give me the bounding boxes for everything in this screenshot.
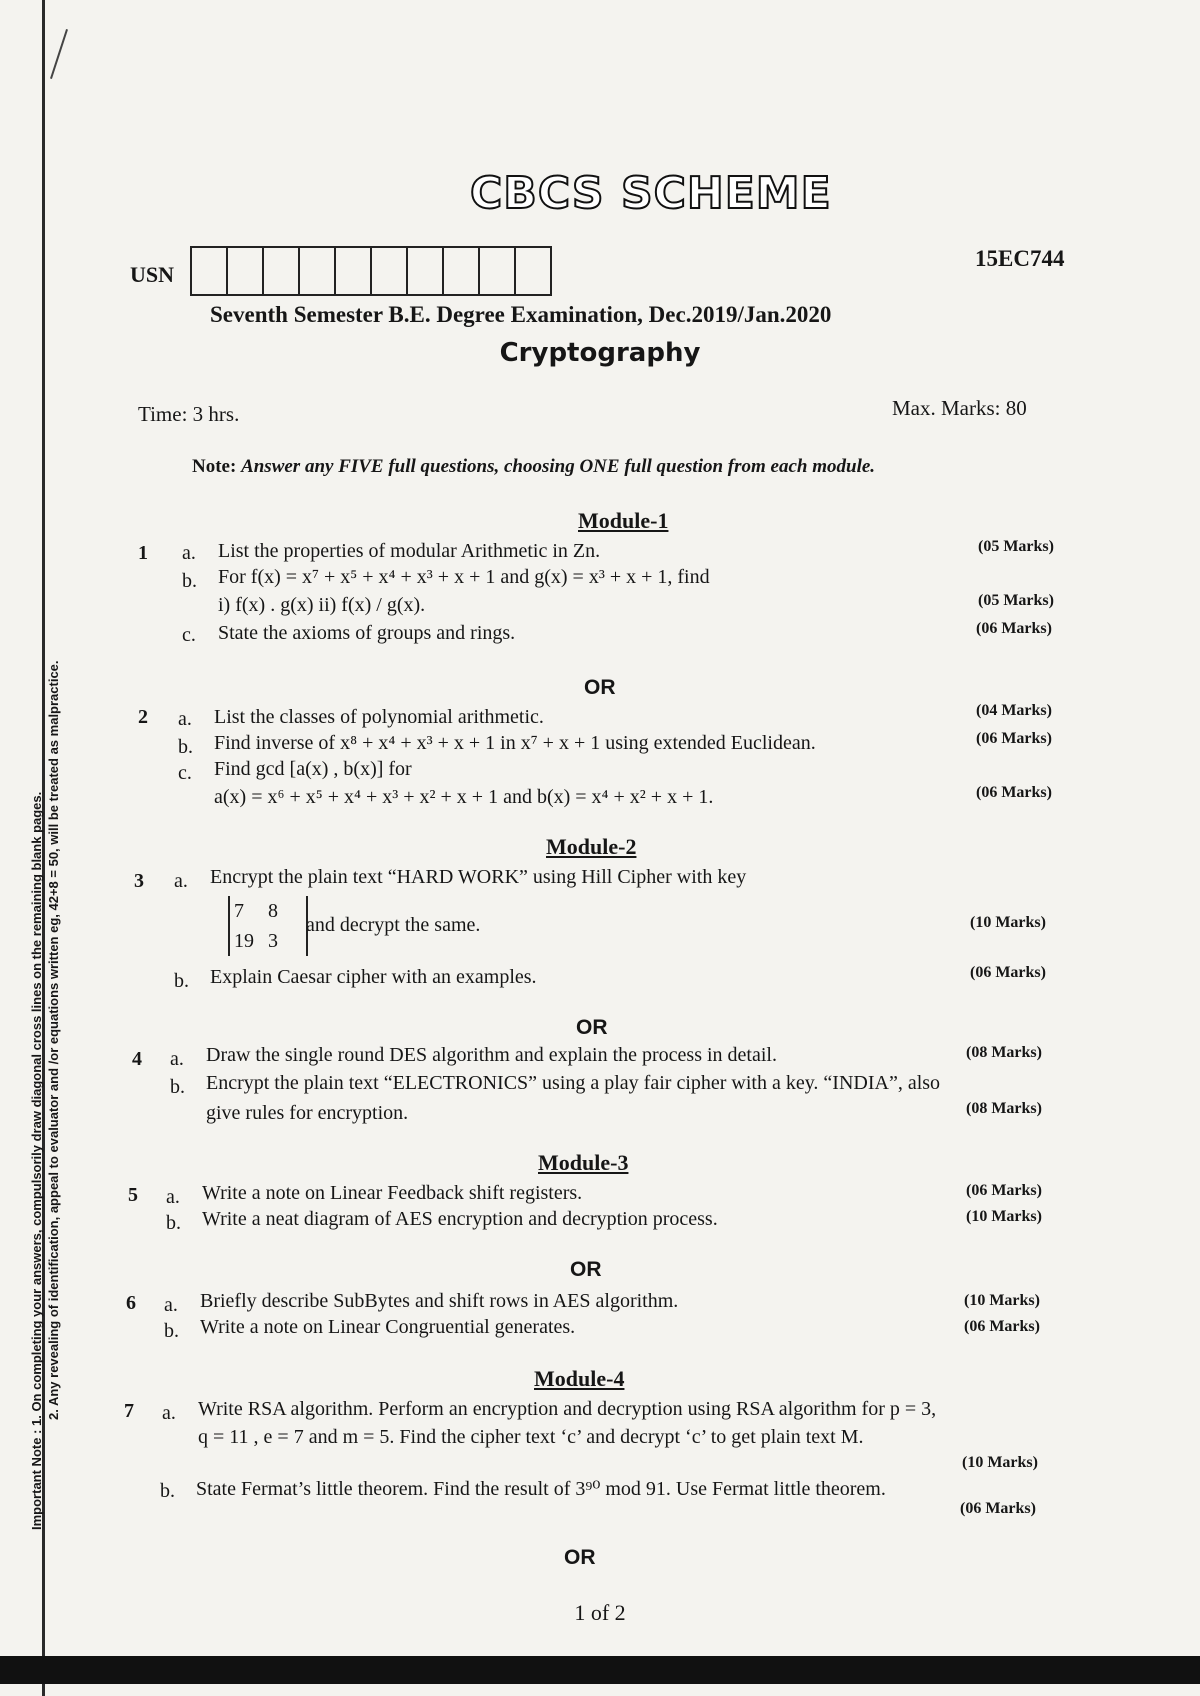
max-marks: Max. Marks: 80 [892, 396, 1027, 420]
page-bottom-edge [0, 1656, 1200, 1684]
or-separator: OR [576, 1016, 608, 1039]
usn-label: USN [130, 262, 175, 287]
page-number: 1 of 2 [574, 1600, 626, 1625]
q6a-marks: (10 Marks) [964, 1292, 1040, 1309]
q5b-marks: (10 Marks) [966, 1208, 1042, 1225]
q5a-marks: (06 Marks) [966, 1182, 1042, 1199]
q7a-text: Write RSA algorithm. Perform an encryption and decryption using RSA algorithm for p = 3, [198, 1398, 937, 1420]
q6b-text: Write a note on Linear Congruential generates. [200, 1316, 576, 1338]
q2c-marks: (06 Marks) [976, 784, 1052, 801]
or-separator: OR [564, 1546, 596, 1569]
pen-mark [50, 29, 68, 79]
question-number: 3 [134, 870, 144, 892]
q2c-text: Find gcd [a(x) , b(x)] for [214, 758, 412, 780]
q7b-marks: (06 Marks) [960, 1500, 1036, 1517]
usn-box [300, 248, 336, 294]
matrix-cell: 8 [268, 900, 278, 922]
part-letter: b. [160, 1480, 175, 1502]
q4b-text-continued: give rules for encryption. [206, 1102, 409, 1124]
q4a-text: Draw the single round DES algorithm and explain the process in detail. [206, 1044, 777, 1066]
side-note-line-1: Important Note : 1. On completing your answers, compulsorily draw diagonal cross lines on the remaining blank pages. [29, 791, 44, 1530]
part-letter: b. [182, 570, 197, 592]
usn-box [516, 248, 550, 294]
question-number: 5 [128, 1184, 138, 1206]
module-1-heading: Module-1 [578, 508, 669, 533]
or-separator: OR [570, 1258, 602, 1281]
q2a-text: List the classes of polynomial arithmetic. [214, 706, 544, 728]
matrix-cell: 3 [268, 930, 278, 952]
q7a-marks: (10 Marks) [962, 1454, 1038, 1471]
q3a-marks: (10 Marks) [970, 914, 1046, 931]
q4a-marks: (08 Marks) [966, 1044, 1042, 1061]
q2a-marks: (04 Marks) [976, 702, 1052, 719]
subject-title: Cryptography [499, 338, 701, 368]
subject-code: 15EC744 [975, 246, 1065, 271]
usn-box [228, 248, 264, 294]
matrix-cell: 19 [234, 930, 254, 952]
q1b-marks: (05 Marks) [978, 592, 1054, 609]
note-text: Answer any FIVE full questions, choosing ONE full question from each module. [241, 456, 876, 477]
part-letter: b. [178, 736, 193, 758]
q2b-text: Find inverse of x⁸ + x⁴ + x³ + x + 1 in x⁷ + x + 1 using extended Euclidean. [214, 732, 816, 754]
module-4-heading: Module-4 [534, 1366, 625, 1391]
q3b-text: Explain Caesar cipher with an examples. [210, 966, 537, 988]
question-number: 4 [132, 1048, 142, 1070]
q4b-marks: (08 Marks) [966, 1100, 1042, 1117]
usn-boxes [190, 246, 552, 296]
usn-box [336, 248, 372, 294]
q3a-text: Encrypt the plain text “HARD WORK” using Hill Cipher with key [210, 866, 747, 888]
hill-cipher-key-matrix [228, 896, 308, 956]
q5b-text: Write a neat diagram of AES encryption and decryption process. [202, 1208, 718, 1230]
usn-box [480, 248, 516, 294]
part-letter: a. [164, 1294, 178, 1316]
part-letter: b. [164, 1320, 179, 1342]
usn-box [264, 248, 300, 294]
time-allowed: Time: 3 hrs. [138, 402, 240, 426]
q3b-marks: (06 Marks) [970, 964, 1046, 981]
q1b-subparts: i) f(x) . g(x) ii) f(x) / g(x). [218, 594, 426, 616]
usn-box [192, 248, 228, 294]
q1b-text: For f(x) = x⁷ + x⁵ + x⁴ + x³ + x + 1 and g(x) = x³ + x + 1, find [218, 566, 710, 588]
q1c-marks: (06 Marks) [976, 620, 1052, 637]
usn-box [372, 248, 408, 294]
q2c-polynomials: a(x) = x⁶ + x⁵ + x⁴ + x³ + x² + x + 1 and b(x) = x⁴ + x² + x + 1. [214, 786, 714, 808]
q1c-text: State the axioms of groups and rings. [218, 622, 516, 644]
part-letter: b. [174, 970, 189, 992]
part-letter: a. [174, 870, 188, 892]
q4b-text: Encrypt the plain text “ELECTRONICS” using a play fair cipher with a key. “INDIA”, also [206, 1072, 941, 1094]
part-letter: a. [170, 1048, 184, 1070]
side-important-note [28, 450, 62, 1530]
matrix-cell: 7 [234, 900, 244, 922]
question-number: 6 [126, 1292, 136, 1314]
question-number: 7 [124, 1400, 134, 1422]
part-letter: c. [178, 762, 192, 784]
q6a-text: Briefly describe SubBytes and shift rows in AES algorithm. [200, 1290, 679, 1312]
q6b-marks: (06 Marks) [964, 1318, 1040, 1335]
exam-title: Seventh Semester B.E. Degree Examination, Dec.2019/Jan.2020 [210, 302, 832, 327]
q2b-marks: (06 Marks) [976, 730, 1052, 747]
scheme-title: CBCS SCHEME [470, 168, 832, 219]
part-letter: b. [170, 1076, 185, 1098]
side-note-line-2: 2. Any revealing of identification, appeal to evaluator and /or equations written eg, 42+8 = 50, will be treated as malpractice. [46, 660, 61, 1420]
part-letter: a. [178, 708, 192, 730]
note-label: Note: [192, 456, 237, 477]
module-3-heading: Module-3 [538, 1150, 629, 1175]
q3a-text-continued: and decrypt the same. [306, 914, 481, 936]
part-letter: c. [182, 624, 196, 646]
q1a-marks: (05 Marks) [978, 538, 1054, 555]
or-separator: OR [584, 676, 616, 699]
question-number: 2 [138, 706, 148, 728]
q7b-text: State Fermat’s little theorem. Find the result of 3⁹⁰ mod 91. Use Fermat little theorem. [196, 1478, 886, 1500]
q1a-text: List the properties of modular Arithmetic in Zn. [218, 540, 601, 562]
question-number: 1 [138, 542, 148, 564]
module-2-heading: Module-2 [546, 834, 637, 859]
part-letter: a. [182, 542, 196, 564]
usn-box [444, 248, 480, 294]
part-letter: b. [166, 1212, 181, 1234]
part-letter: a. [162, 1402, 176, 1424]
usn-box [408, 248, 444, 294]
part-letter: a. [166, 1186, 180, 1208]
q5a-text: Write a note on Linear Feedback shift registers. [202, 1182, 583, 1204]
q7a-text-continued: q = 11 , e = 7 and m = 5. Find the cipher text ‘c’ and decrypt ‘c’ to get plain text M. [198, 1426, 864, 1448]
instructions-note [192, 456, 875, 478]
